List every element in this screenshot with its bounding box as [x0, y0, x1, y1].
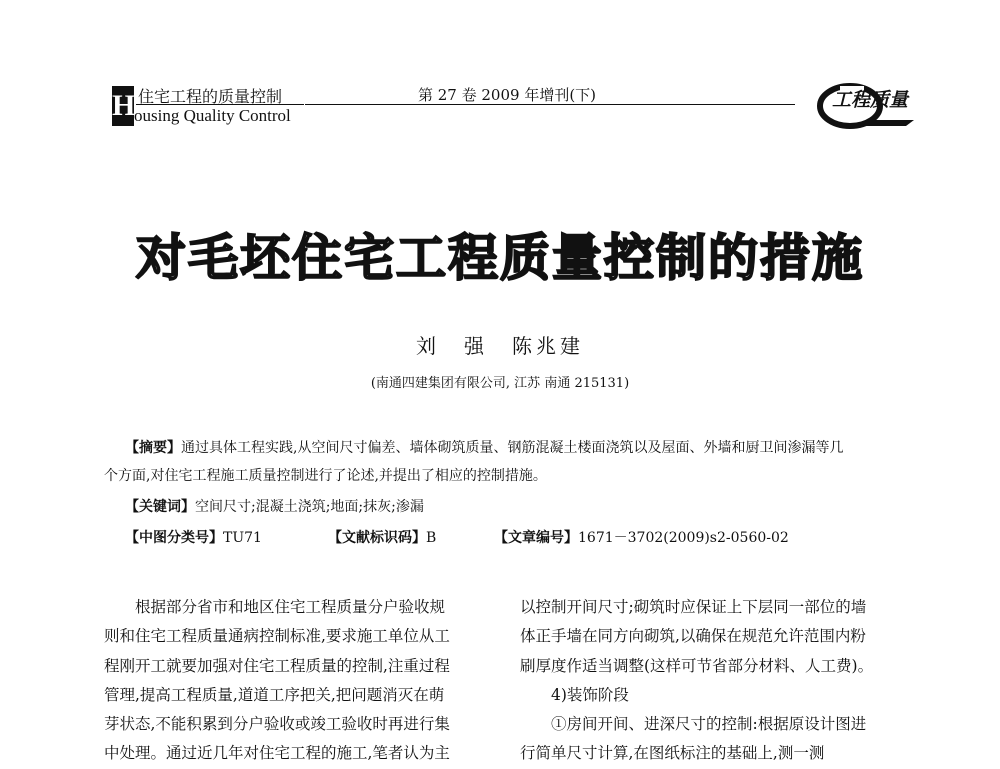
body-line: 体正手墙在同方向砌筑,以确保在规范允许范围内粉 [520, 627, 866, 646]
article-number-value: 1671－3702(2009)s2-0560-02 [578, 530, 789, 546]
body-line: 管理,提高工程质量,道道工序把关,把问题消灭在萌 [104, 685, 445, 704]
journal-name-cn: 住宅工程的质量控制 [138, 87, 283, 106]
article-title: 对毛坯住宅工程质量控制的措施 [136, 228, 864, 287]
clc-label: 【中图分类号】 [125, 530, 223, 546]
journal-name-en: ousing Quality Control [134, 106, 291, 125]
body-right-column [520, 593, 920, 769]
header-rule-left [136, 104, 304, 105]
keywords-text: 空间尺寸;混凝土浇筑;地面;抹灰;渗漏 [195, 499, 424, 515]
abstract-text-1: 通过具体工程实践,从空间尺寸偏差、墙体砌筑质量、钢筋混凝土楼面浇筑以及屋面、外墙和厨卫间渗漏等几 [181, 440, 844, 456]
body-line: 根据部分省市和地区住宅工程质量分户验收规 [104, 598, 446, 616]
clc-number [125, 527, 262, 547]
body-line: 刷厚度作适当调整(这样可节省部分材料、人工费)。 [520, 656, 874, 675]
abstract-label: 【摘要】 [125, 440, 181, 456]
abstract-line-2: 个方面,对住宅工程施工质量控制进行了论述,并提出了相应的控制措施。 [104, 468, 547, 484]
body-line: 4)装饰阶段 [520, 685, 629, 704]
keywords [125, 496, 424, 516]
body-line: 则和住宅工程质量通病控制标准,要求施工单位从工 [104, 627, 450, 646]
header-rule-right [305, 104, 795, 105]
article-number-label: 【文章编号】 [494, 530, 578, 546]
abstract-line-1 [125, 437, 843, 459]
keywords-label: 【关键词】 [125, 499, 195, 515]
journal-badge: H [112, 86, 134, 126]
body-left-column [104, 593, 494, 769]
body-line: 以控制开间尺寸;砌筑时应保证上下层同一部位的墙 [520, 598, 867, 616]
article-number [494, 527, 789, 547]
doc-code [328, 527, 436, 547]
authors: 刘 强 陈兆建 [416, 334, 584, 358]
doc-code-label: 【文献标识码】 [328, 530, 426, 546]
body-line: 中处理。通过近几年对住宅工程的施工,笔者认为主 [104, 744, 450, 763]
clc-value: TU71 [223, 530, 262, 546]
journal-logo [810, 80, 922, 132]
body-line: 行简单尺寸计算,在图纸标注的基础上,测一测 [520, 744, 825, 763]
body-line: 程刚开工就要加强对住宅工程质量的控制,注重过程 [104, 656, 450, 675]
doc-code-value: B [426, 530, 437, 546]
body-line: 芽状态,不能积累到分户验收或竣工验收时再进行集 [104, 715, 450, 734]
volume-info: 第 27 卷 2009 年增刊(下) [418, 86, 597, 104]
affiliation: (南通四建集团有限公司, 江苏 南通 215131) [370, 376, 630, 391]
body-line: ①房间开间、进深尺寸的控制:根据原设计图进 [520, 715, 867, 734]
logo-text: 工程质量 [832, 89, 909, 111]
